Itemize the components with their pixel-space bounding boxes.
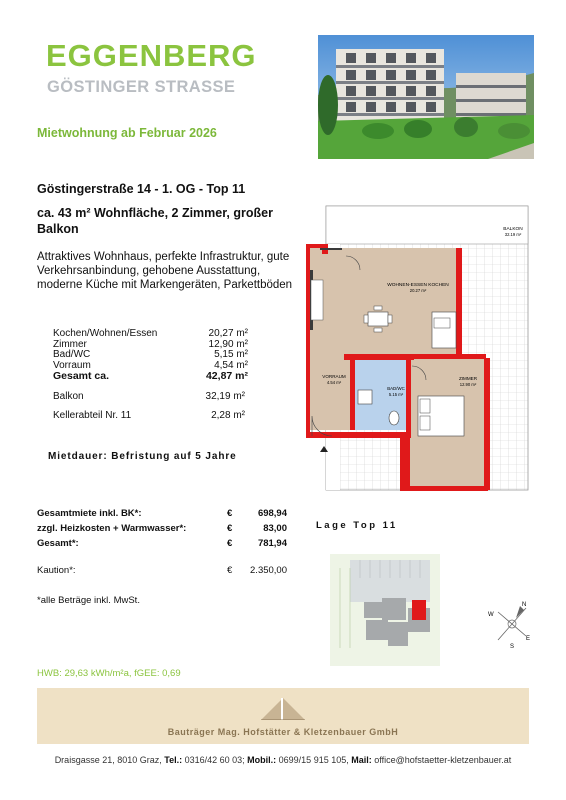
label-vorraum: VORRAUM [322,374,346,379]
extras-list [53,391,245,429]
description: Attraktives Wohnhaus, perfekte Infrastruktur, gute Verkehrsanbindung, gehobene Ausstattung, moderne Küche mit Markengeräten, Parkettböden [37,251,293,291]
contact-tel[interactable]: 0316/42 60 03; [182,755,248,765]
extra-row [53,410,245,421]
deposit-currency: € [227,565,233,576]
floor-plan [300,200,536,492]
building-photo [318,35,534,159]
rental-subtitle: Mietwohnung ab Februar 2026 [37,126,217,140]
address: Göstingerstraße 14 - 1. OG - Top 11 [37,182,246,196]
label-bad: BAD/WC [387,386,405,391]
contact-line [37,755,529,765]
room-size: 12,90 m² [208,338,248,350]
company-logo-icon [261,698,305,720]
cost-value: 698,94 [257,508,287,519]
room-row [53,329,248,340]
contact-mobil-label: Mobil.: [247,755,277,765]
tax-note: *alle Beträge inkl. MwSt. [37,595,140,606]
room-size: 20,27 m² [208,328,248,339]
cost-currency: € [227,538,233,549]
extra-size: 2,28 m² [211,410,245,421]
label-vorraum-area: 4.54 m² [326,380,342,385]
cost-label: Gesamtmiete inkl. BK*: [37,508,142,519]
room-name: Vorraum [53,359,91,371]
compass-icon [488,602,530,650]
deposit-label: Kaution*: [37,565,76,576]
room-row [53,350,248,361]
site-plan [330,548,530,666]
total-size: 42,87 m² [205,370,248,382]
cost-label: zzgl. Heizkosten + Warmwasser*: [37,523,187,534]
cost-value: 83,00 [263,523,287,534]
contact-tel-label: Tel.: [164,755,183,765]
deposit-value: 2.350,00 [250,565,287,576]
label-living-area: 20.27 m² [409,288,427,293]
extra-name: Kellerabteil Nr. 11 [53,410,132,421]
company-name: Bauträger Mag. Hofstätter & Kletzenbauer GmbH [167,727,399,737]
cost-value: 781,94 [257,538,287,549]
cost-row [37,506,287,521]
contact-street: Draisgasse 21, 8010 Graz, [54,755,165,765]
area-summary: ca. 43 m² Wohnfläche, 2 Zimmer, großer Balkon [37,206,273,236]
brand-street: GÖSTINGER STRASSE [47,78,236,96]
room-list [53,329,248,382]
room-size: 5,15 m² [214,349,248,360]
extra-row [53,391,245,402]
compass-n: N [522,602,527,608]
label-living: WOHNEN-ESSEN KOCHEN [387,283,449,288]
label-zimmer: ZIMMER [458,376,478,381]
cost-currency: € [227,523,233,534]
deposit-row [37,565,287,576]
cost-label: Gesamt*: [37,538,79,549]
compass-w: W [488,612,494,618]
extra-name: Balkon [53,391,84,402]
compass-s: S [510,644,515,650]
room-name: Zimmer [53,338,87,350]
room-size: 4,54 m² [214,359,248,371]
room-name: Kochen/Wohnen/Essen [53,328,158,339]
contact-mobil[interactable]: 0699/15 915 105, [276,755,352,765]
label-bad-area: 5.15 m² [388,392,404,397]
cost-currency: € [227,508,233,519]
total-label: Gesamt ca. [53,370,110,382]
extra-size: 32,19 m² [205,391,245,402]
compass-e: E [526,636,530,642]
room-name: Bad/WC [53,349,91,360]
brand-title: EGGENBERG [46,38,257,73]
cost-row [37,536,287,551]
rental-duration: Mietdauer: Befristung auf 5 Jahre [48,451,237,462]
contact-mail[interactable]: office@hofstaetter-kletzenbauer.at [371,755,512,765]
label-zimmer-area: 12.90 m² [459,382,477,387]
label-balkon: BALKON [503,227,523,232]
cost-table [37,506,287,551]
contact-mail-label: Mail: [351,755,372,765]
label-balkon-area: 32.19 m² [504,232,522,237]
location-title: Lage Top 11 [316,520,398,531]
cost-row [37,521,287,536]
total-row [53,371,248,382]
energy-rating: HWB: 29,63 kWh/m²a, fGEE: 0,69 [37,668,181,679]
